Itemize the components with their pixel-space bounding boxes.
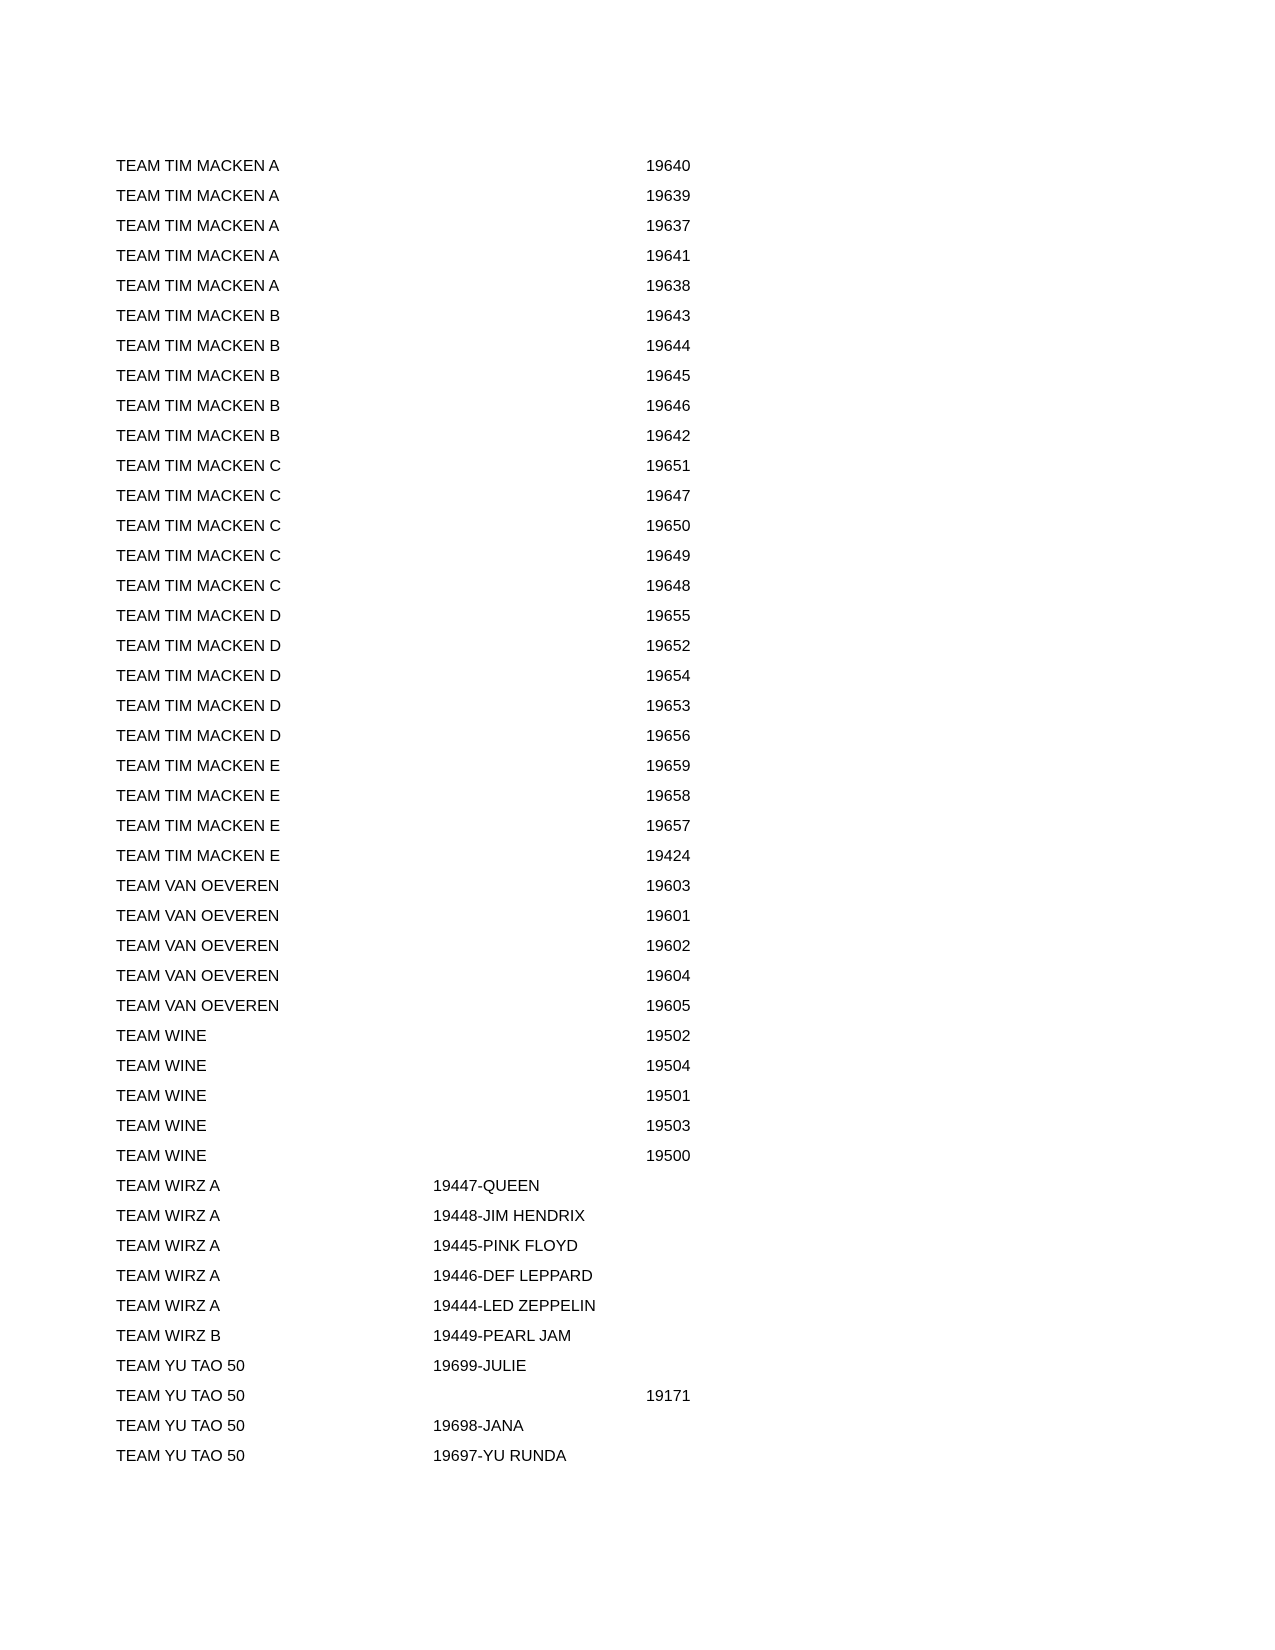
team-id: 19424 [646, 848, 691, 865]
team-id: 19605 [646, 998, 691, 1015]
table-row [116, 962, 816, 992]
team-id: 19642 [646, 428, 691, 445]
team-id: 19601 [646, 908, 691, 925]
table-row [116, 242, 816, 272]
team-id: 19645 [646, 368, 691, 385]
team-id: 19647 [646, 488, 691, 505]
team-id: 19639 [646, 188, 691, 205]
table-row [116, 1262, 816, 1292]
team-name: TEAM VAN OEVEREN [116, 938, 280, 955]
team-name: TEAM WINE [116, 1118, 207, 1135]
table-row [116, 302, 816, 332]
table-row [116, 152, 816, 182]
team-name: TEAM TIM MACKEN C [116, 548, 282, 565]
team-name: TEAM VAN OEVEREN [116, 968, 280, 985]
team-name: TEAM TIM MACKEN C [116, 518, 282, 535]
team-name: TEAM TIM MACKEN B [116, 368, 281, 385]
team-id: 19500 [646, 1148, 691, 1165]
team-list [116, 152, 816, 1472]
team-id: 19171 [646, 1388, 691, 1405]
table-row [116, 902, 816, 932]
team-name: TEAM WINE [116, 1028, 207, 1045]
team-name: TEAM WIRZ A [116, 1298, 220, 1315]
team-id: 19649 [646, 548, 691, 565]
team-name: TEAM TIM MACKEN D [116, 668, 282, 685]
team-name: TEAM TIM MACKEN A [116, 218, 280, 235]
team-name: TEAM TIM MACKEN A [116, 278, 280, 295]
table-row [116, 392, 816, 422]
team-id: 19602 [646, 938, 691, 955]
team-name: TEAM TIM MACKEN E [116, 788, 281, 805]
team-id: 19644 [646, 338, 691, 355]
team-name: TEAM WINE [116, 1088, 207, 1105]
table-row [116, 1112, 816, 1142]
team-name: TEAM VAN OEVEREN [116, 878, 280, 895]
team-id: 19656 [646, 728, 691, 745]
team-name: TEAM TIM MACKEN D [116, 698, 282, 715]
team-name: TEAM TIM MACKEN D [116, 638, 282, 655]
team-name: TEAM TIM MACKEN A [116, 248, 280, 265]
table-row [116, 362, 816, 392]
table-row [116, 1382, 816, 1412]
table-row [116, 332, 816, 362]
team-name: TEAM TIM MACKEN C [116, 458, 282, 475]
team-name: TEAM YU TAO 50 [116, 1418, 245, 1435]
team-id: 19637 [646, 218, 691, 235]
table-row [116, 542, 816, 572]
team-id: 19502 [646, 1028, 691, 1045]
table-row [116, 752, 816, 782]
sub-team-label: 19446-DEF LEPPARD [433, 1268, 593, 1285]
table-row [116, 1412, 816, 1442]
table-row [116, 212, 816, 242]
team-id: 19646 [646, 398, 691, 415]
team-name: TEAM WIRZ B [116, 1328, 221, 1345]
team-id: 19648 [646, 578, 691, 595]
sub-team-label: 19697-YU RUNDA [433, 1448, 567, 1465]
team-id: 19641 [646, 248, 691, 265]
team-name: TEAM YU TAO 50 [116, 1358, 245, 1375]
table-row [116, 812, 816, 842]
team-id: 19503 [646, 1118, 691, 1135]
table-row [116, 572, 816, 602]
table-row [116, 1322, 816, 1352]
table-row [116, 422, 816, 452]
table-row [116, 722, 816, 752]
team-name: TEAM TIM MACKEN B [116, 308, 281, 325]
table-row [116, 932, 816, 962]
table-row [116, 1052, 816, 1082]
table-row [116, 482, 816, 512]
team-name: TEAM TIM MACKEN A [116, 188, 280, 205]
team-name: TEAM WINE [116, 1058, 207, 1075]
table-row [116, 662, 816, 692]
team-name: TEAM YU TAO 50 [116, 1388, 245, 1405]
team-name: TEAM TIM MACKEN E [116, 818, 281, 835]
sub-team-label: 19444-LED ZEPPELIN [433, 1298, 596, 1315]
team-id: 19643 [646, 308, 691, 325]
team-name: TEAM TIM MACKEN B [116, 338, 281, 355]
team-name: TEAM WIRZ A [116, 1238, 220, 1255]
team-id: 19603 [646, 878, 691, 895]
team-name: TEAM WINE [116, 1148, 207, 1165]
team-id: 19504 [646, 1058, 691, 1075]
table-row [116, 992, 816, 1022]
table-row [116, 182, 816, 212]
team-id: 19658 [646, 788, 691, 805]
sub-team-label: 19445-PINK FLOYD [433, 1238, 578, 1255]
team-name: TEAM TIM MACKEN C [116, 488, 282, 505]
team-name: TEAM TIM MACKEN E [116, 758, 281, 775]
team-name: TEAM WIRZ A [116, 1208, 220, 1225]
team-id: 19659 [646, 758, 691, 775]
sub-team-label: 19699-JULIE [433, 1358, 527, 1375]
sub-team-label: 19448-JIM HENDRIX [433, 1208, 586, 1225]
team-name: TEAM TIM MACKEN B [116, 428, 281, 445]
table-row [116, 512, 816, 542]
team-id: 19650 [646, 518, 691, 535]
team-id: 19604 [646, 968, 691, 985]
sub-team-label: 19698-JANA [433, 1418, 524, 1435]
sub-team-label: 19447-QUEEN [433, 1178, 540, 1195]
team-name: TEAM TIM MACKEN D [116, 608, 282, 625]
table-row [116, 1172, 816, 1202]
team-name: TEAM TIM MACKEN D [116, 728, 282, 745]
team-name: TEAM YU TAO 50 [116, 1448, 245, 1465]
team-name: TEAM TIM MACKEN E [116, 848, 281, 865]
team-id: 19652 [646, 638, 691, 655]
table-row [116, 1202, 816, 1232]
team-name: TEAM TIM MACKEN A [116, 158, 280, 175]
team-name: TEAM TIM MACKEN B [116, 398, 281, 415]
team-id: 19657 [646, 818, 691, 835]
team-id: 19654 [646, 668, 691, 685]
team-name: TEAM WIRZ A [116, 1268, 220, 1285]
team-id: 19640 [646, 158, 691, 175]
team-id: 19501 [646, 1088, 691, 1105]
table-row [116, 1232, 816, 1262]
team-id: 19653 [646, 698, 691, 715]
team-id: 19651 [646, 458, 691, 475]
table-row [116, 872, 816, 902]
table-row [116, 842, 816, 872]
team-id: 19655 [646, 608, 691, 625]
team-name: TEAM VAN OEVEREN [116, 998, 280, 1015]
team-name: TEAM WIRZ A [116, 1178, 220, 1195]
table-row [116, 692, 816, 722]
table-row [116, 1352, 816, 1382]
table-row [116, 1082, 816, 1112]
table-row [116, 1292, 816, 1322]
table-row [116, 602, 816, 632]
table-row [116, 272, 816, 302]
table-row [116, 1442, 816, 1472]
table-row [116, 782, 816, 812]
team-name: TEAM TIM MACKEN C [116, 578, 282, 595]
table-row [116, 632, 816, 662]
table-row [116, 1022, 816, 1052]
team-id: 19638 [646, 278, 691, 295]
table-row [116, 452, 816, 482]
sub-team-label: 19449-PEARL JAM [433, 1328, 572, 1345]
table-row [116, 1142, 816, 1172]
team-name: TEAM VAN OEVEREN [116, 908, 280, 925]
